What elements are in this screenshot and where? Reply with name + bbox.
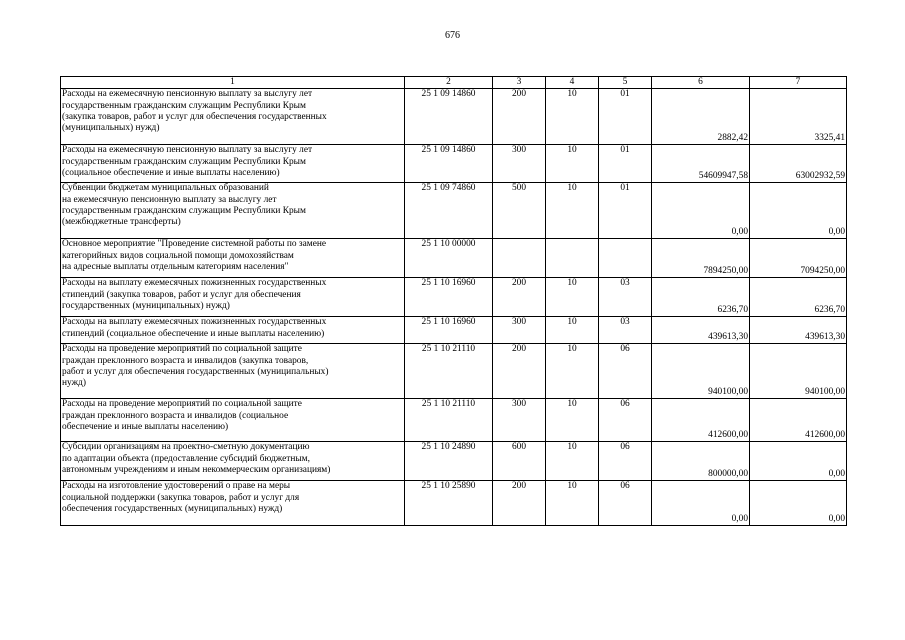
row-section: 10 (546, 481, 599, 526)
row-name-line: Расходы на ежемесячную пенсионную выплату за выслугу лет (62, 89, 313, 100)
row-name-line: Расходы на проведение мероприятий по социальной защите (62, 399, 302, 410)
row-subsection: 06 (599, 399, 652, 442)
row-section: 10 (546, 89, 599, 145)
row-sum-col7: 3325,41 (750, 89, 847, 145)
row-subsection: 01 (599, 145, 652, 183)
row-name-line: (закупка товаров, работ и услуг для обеспечения государственных (62, 111, 327, 122)
row-name-line: (муниципальных) нужд) (62, 123, 160, 134)
budget-table (60, 76, 847, 526)
row-subsection: 06 (599, 344, 652, 399)
row-code: 25 1 10 21110 (405, 344, 493, 399)
row-subsection: 01 (599, 183, 652, 239)
row-sum-col6: 412600,00 (652, 399, 750, 442)
row-expense-type: 600 (493, 442, 546, 481)
row-name-line: работ и услуг для обеспечения государственных (муниципальных) (62, 366, 329, 377)
row-code: 25 1 10 24890 (405, 442, 493, 481)
header-col-6: 6 (652, 77, 750, 89)
row-name-line: (межбюджетные трансферты) (62, 217, 181, 228)
row-sum-col6: 0,00 (652, 481, 750, 526)
row-name-line: автономным учреждениям и иным некоммерческим организациям) (62, 464, 331, 475)
row-expense-type: 200 (493, 278, 546, 317)
row-name-line: государственных (муниципальных) нужд) (62, 300, 230, 311)
row-sum-col6: 0,00 (652, 183, 750, 239)
row-expense-type (493, 239, 546, 278)
row-name (61, 399, 405, 442)
header-col-1: 1 (61, 77, 405, 89)
row-name-line: стипендий (закупка товаров, работ и услуг для обеспечения (62, 289, 301, 300)
row-expense-type: 300 (493, 317, 546, 344)
row-expense-type: 200 (493, 481, 546, 526)
table-row (61, 145, 847, 183)
row-subsection: 06 (599, 481, 652, 526)
row-name-line: государственным гражданским служащим Республики Крым (62, 156, 306, 167)
row-subsection: 01 (599, 89, 652, 145)
header-col-5: 5 (599, 77, 652, 89)
row-section (546, 239, 599, 278)
row-sum-col7: 0,00 (750, 442, 847, 481)
row-subsection: 03 (599, 278, 652, 317)
row-name-line: обеспечение и иные выплаты населению) (62, 421, 229, 432)
row-sum-col7: 7094250,00 (750, 239, 847, 278)
row-name (61, 344, 405, 399)
row-name-line: Расходы на выплату ежемесячных пожизненных государственных (62, 317, 327, 328)
table-row (61, 278, 847, 317)
row-name-line: государственным гражданским служащим Республики Крым (62, 100, 306, 111)
row-code: 25 1 10 21110 (405, 399, 493, 442)
row-name-line: граждан преклонного возраста и инвалидов (закупка товаров, (62, 355, 309, 366)
row-section: 10 (546, 442, 599, 481)
table-row (61, 317, 847, 344)
table-row (61, 89, 847, 145)
row-name-line: Расходы на выплату ежемесячных пожизненных государственных (62, 278, 327, 289)
row-name-line: Субвенции бюджетам муниципальных образований (62, 183, 269, 194)
row-name-line: Расходы на ежемесячную пенсионную выплату за выслугу лет (62, 145, 313, 156)
row-sum-col6: 54609947,58 (652, 145, 750, 183)
table-row (61, 442, 847, 481)
row-code: 25 1 10 16960 (405, 317, 493, 344)
row-name-line: Расходы на проведение мероприятий по социальной защите (62, 344, 302, 355)
header-col-2: 2 (405, 77, 493, 89)
row-name-line: категорийных видов социальной помощи домохозяйствам (62, 250, 294, 261)
table-row (61, 239, 847, 278)
row-code: 25 1 10 00000 (405, 239, 493, 278)
row-sum-col7: 6236,70 (750, 278, 847, 317)
header-col-3: 3 (493, 77, 546, 89)
row-sum-col6: 6236,70 (652, 278, 750, 317)
row-section: 10 (546, 145, 599, 183)
row-name (61, 278, 405, 317)
row-section: 10 (546, 344, 599, 399)
row-name-line: обеспечения государственных (муниципальных) нужд) (62, 503, 283, 514)
row-section: 10 (546, 399, 599, 442)
row-name (61, 442, 405, 481)
row-name-line: нужд) (62, 378, 86, 389)
header-col-4: 4 (546, 77, 599, 89)
row-sum-col6: 940100,00 (652, 344, 750, 399)
table-row (61, 481, 847, 526)
table-row (61, 344, 847, 399)
row-name-line: на адресные выплаты отдельным категориям населения" (62, 261, 289, 272)
row-name (61, 239, 405, 278)
row-sum-col6: 7894250,00 (652, 239, 750, 278)
row-name-line: Субсидии организациям на проектно-сметную документацию (62, 442, 310, 453)
table-row (61, 399, 847, 442)
row-expense-type: 500 (493, 183, 546, 239)
row-expense-type: 200 (493, 344, 546, 399)
row-sum-col7: 412600,00 (750, 399, 847, 442)
row-name (61, 183, 405, 239)
row-sum-col7: 0,00 (750, 183, 847, 239)
row-section: 10 (546, 183, 599, 239)
row-code: 25 1 09 74860 (405, 183, 493, 239)
row-subsection: 03 (599, 317, 652, 344)
row-name-line: по адаптации объекта (предоставление субсидий бюджетным, (62, 453, 310, 464)
header-col-7: 7 (750, 77, 847, 89)
row-name (61, 145, 405, 183)
row-name (61, 317, 405, 344)
table-row (61, 183, 847, 239)
row-name-line: на ежемесячную пенсионную выплату за выслугу лет (62, 194, 277, 205)
row-expense-type: 200 (493, 89, 546, 145)
row-name-line: Основное мероприятие "Проведение системной работы по замене (62, 239, 327, 250)
row-sum-col7: 0,00 (750, 481, 847, 526)
row-sum-col7: 940100,00 (750, 344, 847, 399)
row-name-line: Расходы на изготовление удостоверений о праве на меры (62, 481, 291, 492)
row-sum-col6: 439613,30 (652, 317, 750, 344)
row-name-line: стипендий (социальное обеспечение и иные выплаты населению) (62, 328, 325, 339)
row-subsection (599, 239, 652, 278)
row-section: 10 (546, 317, 599, 344)
row-expense-type: 300 (493, 145, 546, 183)
row-name (61, 89, 405, 145)
row-sum-col7: 439613,30 (750, 317, 847, 344)
row-name-line: граждан преклонного возраста и инвалидов (социальное (62, 410, 289, 421)
row-code: 25 1 09 14860 (405, 145, 493, 183)
row-sum-col6: 800000,00 (652, 442, 750, 481)
row-code: 25 1 10 25890 (405, 481, 493, 526)
row-sum-col7: 63002932,59 (750, 145, 847, 183)
table-header-row (61, 77, 847, 89)
row-subsection: 06 (599, 442, 652, 481)
row-sum-col6: 2882,42 (652, 89, 750, 145)
page-number: 676 (445, 30, 460, 41)
row-name-line: государственным гражданским служащим Республики Крым (62, 205, 306, 216)
row-name-line: социальной поддержки (закупка товаров, работ и услуг для (62, 492, 300, 503)
row-code: 25 1 10 16960 (405, 278, 493, 317)
row-expense-type: 300 (493, 399, 546, 442)
row-name (61, 481, 405, 526)
row-code: 25 1 09 14860 (405, 89, 493, 145)
row-section: 10 (546, 278, 599, 317)
row-name-line: (социальное обеспечение и иные выплаты населению) (62, 167, 280, 178)
